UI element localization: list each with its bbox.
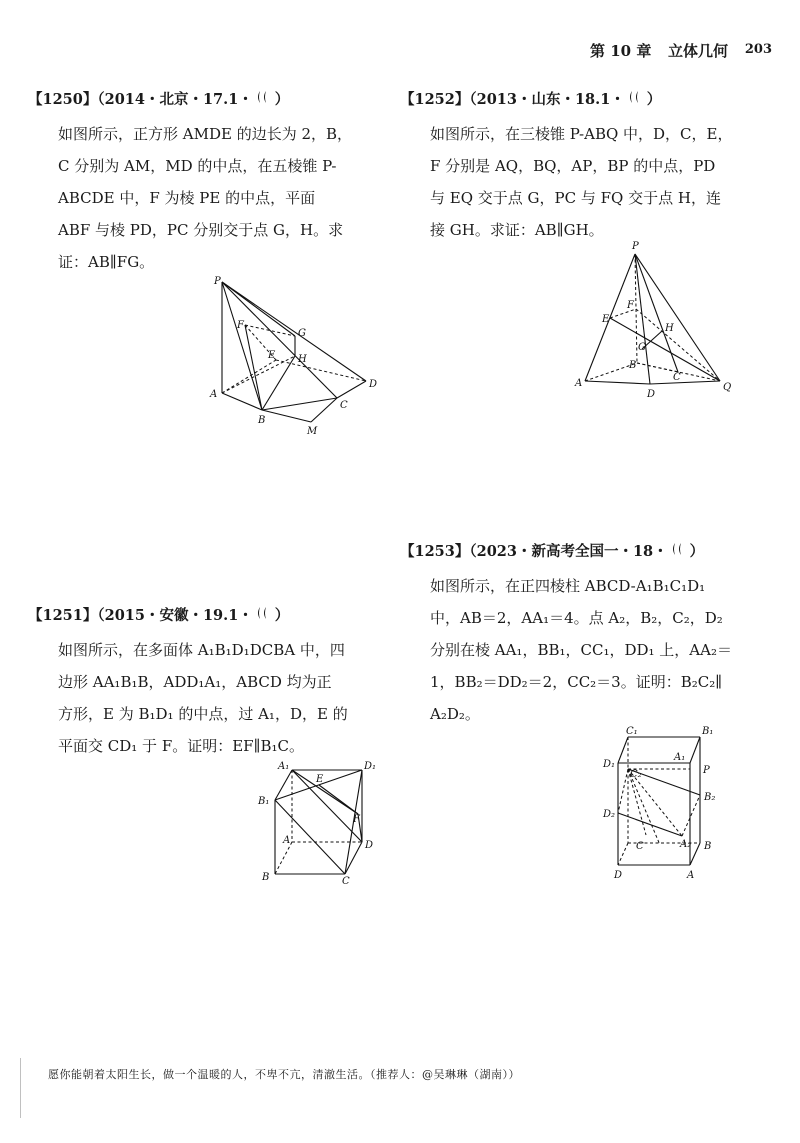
label-P: P [214,276,221,287]
problem-source-close: ） [274,607,290,624]
label-A2: A₂ [680,839,692,850]
label-A: A [575,378,583,389]
problem-source: （2023・新高考全国一・18・ [469,543,668,560]
difficulty-icon [627,88,647,112]
problem-title [400,540,780,564]
problem-line: 1，BB₂＝DD₂＝2，CC₂＝3。证明：B₂C₂∥ [430,673,723,691]
problem-line: 接 GH。求证：AB∥GH。 [430,221,604,239]
label-F: F [353,814,360,825]
label-A1: A₁ [278,761,290,772]
problem-line: 如图所示，在多面体 A₁B₁D₁DCBA 中，四 [58,641,345,659]
problem-line: 平面交 CD₁ 于 F。证明：EF∥B₁C。 [58,737,305,755]
problem-line: 如图所示，在正四棱柱 ABCD-A₁B₁C₁D₁ [430,577,706,595]
footer-margin-line [20,1058,21,1118]
label-B1: B₁ [258,796,270,807]
label-D: D [365,840,374,851]
label-D: D [614,870,623,881]
label-F: F [627,300,634,311]
problem-title [28,88,388,112]
label-D1: D₁ [603,759,616,770]
problem-text [28,118,388,278]
problem-number: 【1253】 [400,543,470,560]
problem-line: 如图所示，在三棱锥 P-ABQ 中，D，C，E， [430,125,733,143]
figure-1250 [200,270,390,444]
problem-line: 证：AB∥FG。 [58,253,155,271]
label-D: D [647,389,656,400]
problem-line: A₂D₂。 [430,705,480,723]
chapter-topic: 立体几何 [668,42,729,60]
problem-line: ABF 与棱 PD，PC 分别交于点 G，H。求 [58,221,344,239]
label-D2: D₂ [603,809,616,820]
problem-source: （2015・安徽・19.1・ [97,607,253,624]
footer-quote: 愿你能朝着太阳生长，做一个温暖的人，不卑不亢，清澈生活。（推荐人：@吴琳琳（湖南）） [48,1068,520,1081]
label-C: C [342,876,350,887]
problem-line: 边形 AA₁B₁B，ADD₁A₁，ABCD 均为正 [58,673,332,691]
difficulty-icon [255,88,275,112]
problem-line: 分别在棱 AA₁，BB₁，CC₁，DD₁ 上，AA₂＝ [430,641,732,659]
figure-1253 [600,725,730,889]
label-G: G [638,342,646,353]
label-B: B [258,415,266,426]
label-A: A [687,870,695,881]
chapter-label: 第 10 章 [590,42,652,60]
problem-text [28,634,388,762]
problem-number: 【1251】 [28,607,98,624]
label-E: E [316,774,324,785]
figure-1251 [250,758,390,892]
label-C2: C₂ [630,769,642,780]
label-P: P [632,241,639,252]
problem-line: 与 EQ 交于点 G，PC 与 FQ 交于点 H，连 [430,189,721,207]
label-E: E [268,350,276,361]
label-H: H [665,323,674,334]
difficulty-icon [670,540,690,564]
problem-line: F 分别是 AQ，BQ，AP，BP 的中点，PD [430,157,716,175]
problem-text [400,570,780,730]
label-C: C [340,400,348,411]
label-G: G [298,328,306,339]
label-B1: B₁ [702,726,714,737]
label-A: A [283,835,291,846]
problem-number: 【1252】 [400,91,470,108]
problem-text [400,118,780,246]
problem-source: （2014・北京・17.1・ [97,91,253,108]
label-B: B [704,841,712,852]
label-A: A [210,389,218,400]
label-B2: B₂ [704,792,716,803]
label-H: H [298,354,307,365]
problem-title [28,604,388,628]
problem-line: 如图所示，正方形 AMDE 的边长为 2，B， [58,125,353,143]
problem-title [400,88,780,112]
label-C: C [673,372,681,383]
label-Q: Q [723,382,732,393]
problem-1251 [28,604,388,762]
label-A1: A₁ [674,752,686,763]
label-C1: C₁ [626,726,638,737]
page-number: 203 [744,42,772,57]
label-C: C [636,841,644,852]
problem-source-close: ） [646,91,662,108]
label-E: E [602,314,610,325]
figure-1252 [565,236,745,410]
label-D: D [369,379,378,390]
problem-source: （2013・山东・18.1・ [469,91,625,108]
problem-1250 [28,88,388,278]
problem-line: ABCDE 中，F 为棱 PE 的中点，平面 [58,189,316,207]
problem-source-close: ） [274,91,290,108]
problem-line: C 分别为 AM，MD 的中点，在五棱锥 P- [58,157,337,175]
label-M: M [307,426,318,437]
problem-line: 方形，E 为 B₁D₁ 的中点，过 A₁，D，E 的 [58,705,348,723]
label-B: B [262,872,270,883]
label-F: F [237,320,244,331]
label-D1: D₁ [364,761,377,772]
problem-line: 中，AB＝2，AA₁＝4。点 A₂，B₂，C₂，D₂ [430,609,723,627]
problem-source-close: ） [689,543,705,560]
difficulty-icon [255,604,275,628]
problem-1252 [400,88,780,246]
problem-1253 [400,540,780,730]
problem-number: 【1250】 [28,91,98,108]
label-B: B [629,360,637,371]
label-P: P [703,765,710,776]
page-header [560,40,780,62]
